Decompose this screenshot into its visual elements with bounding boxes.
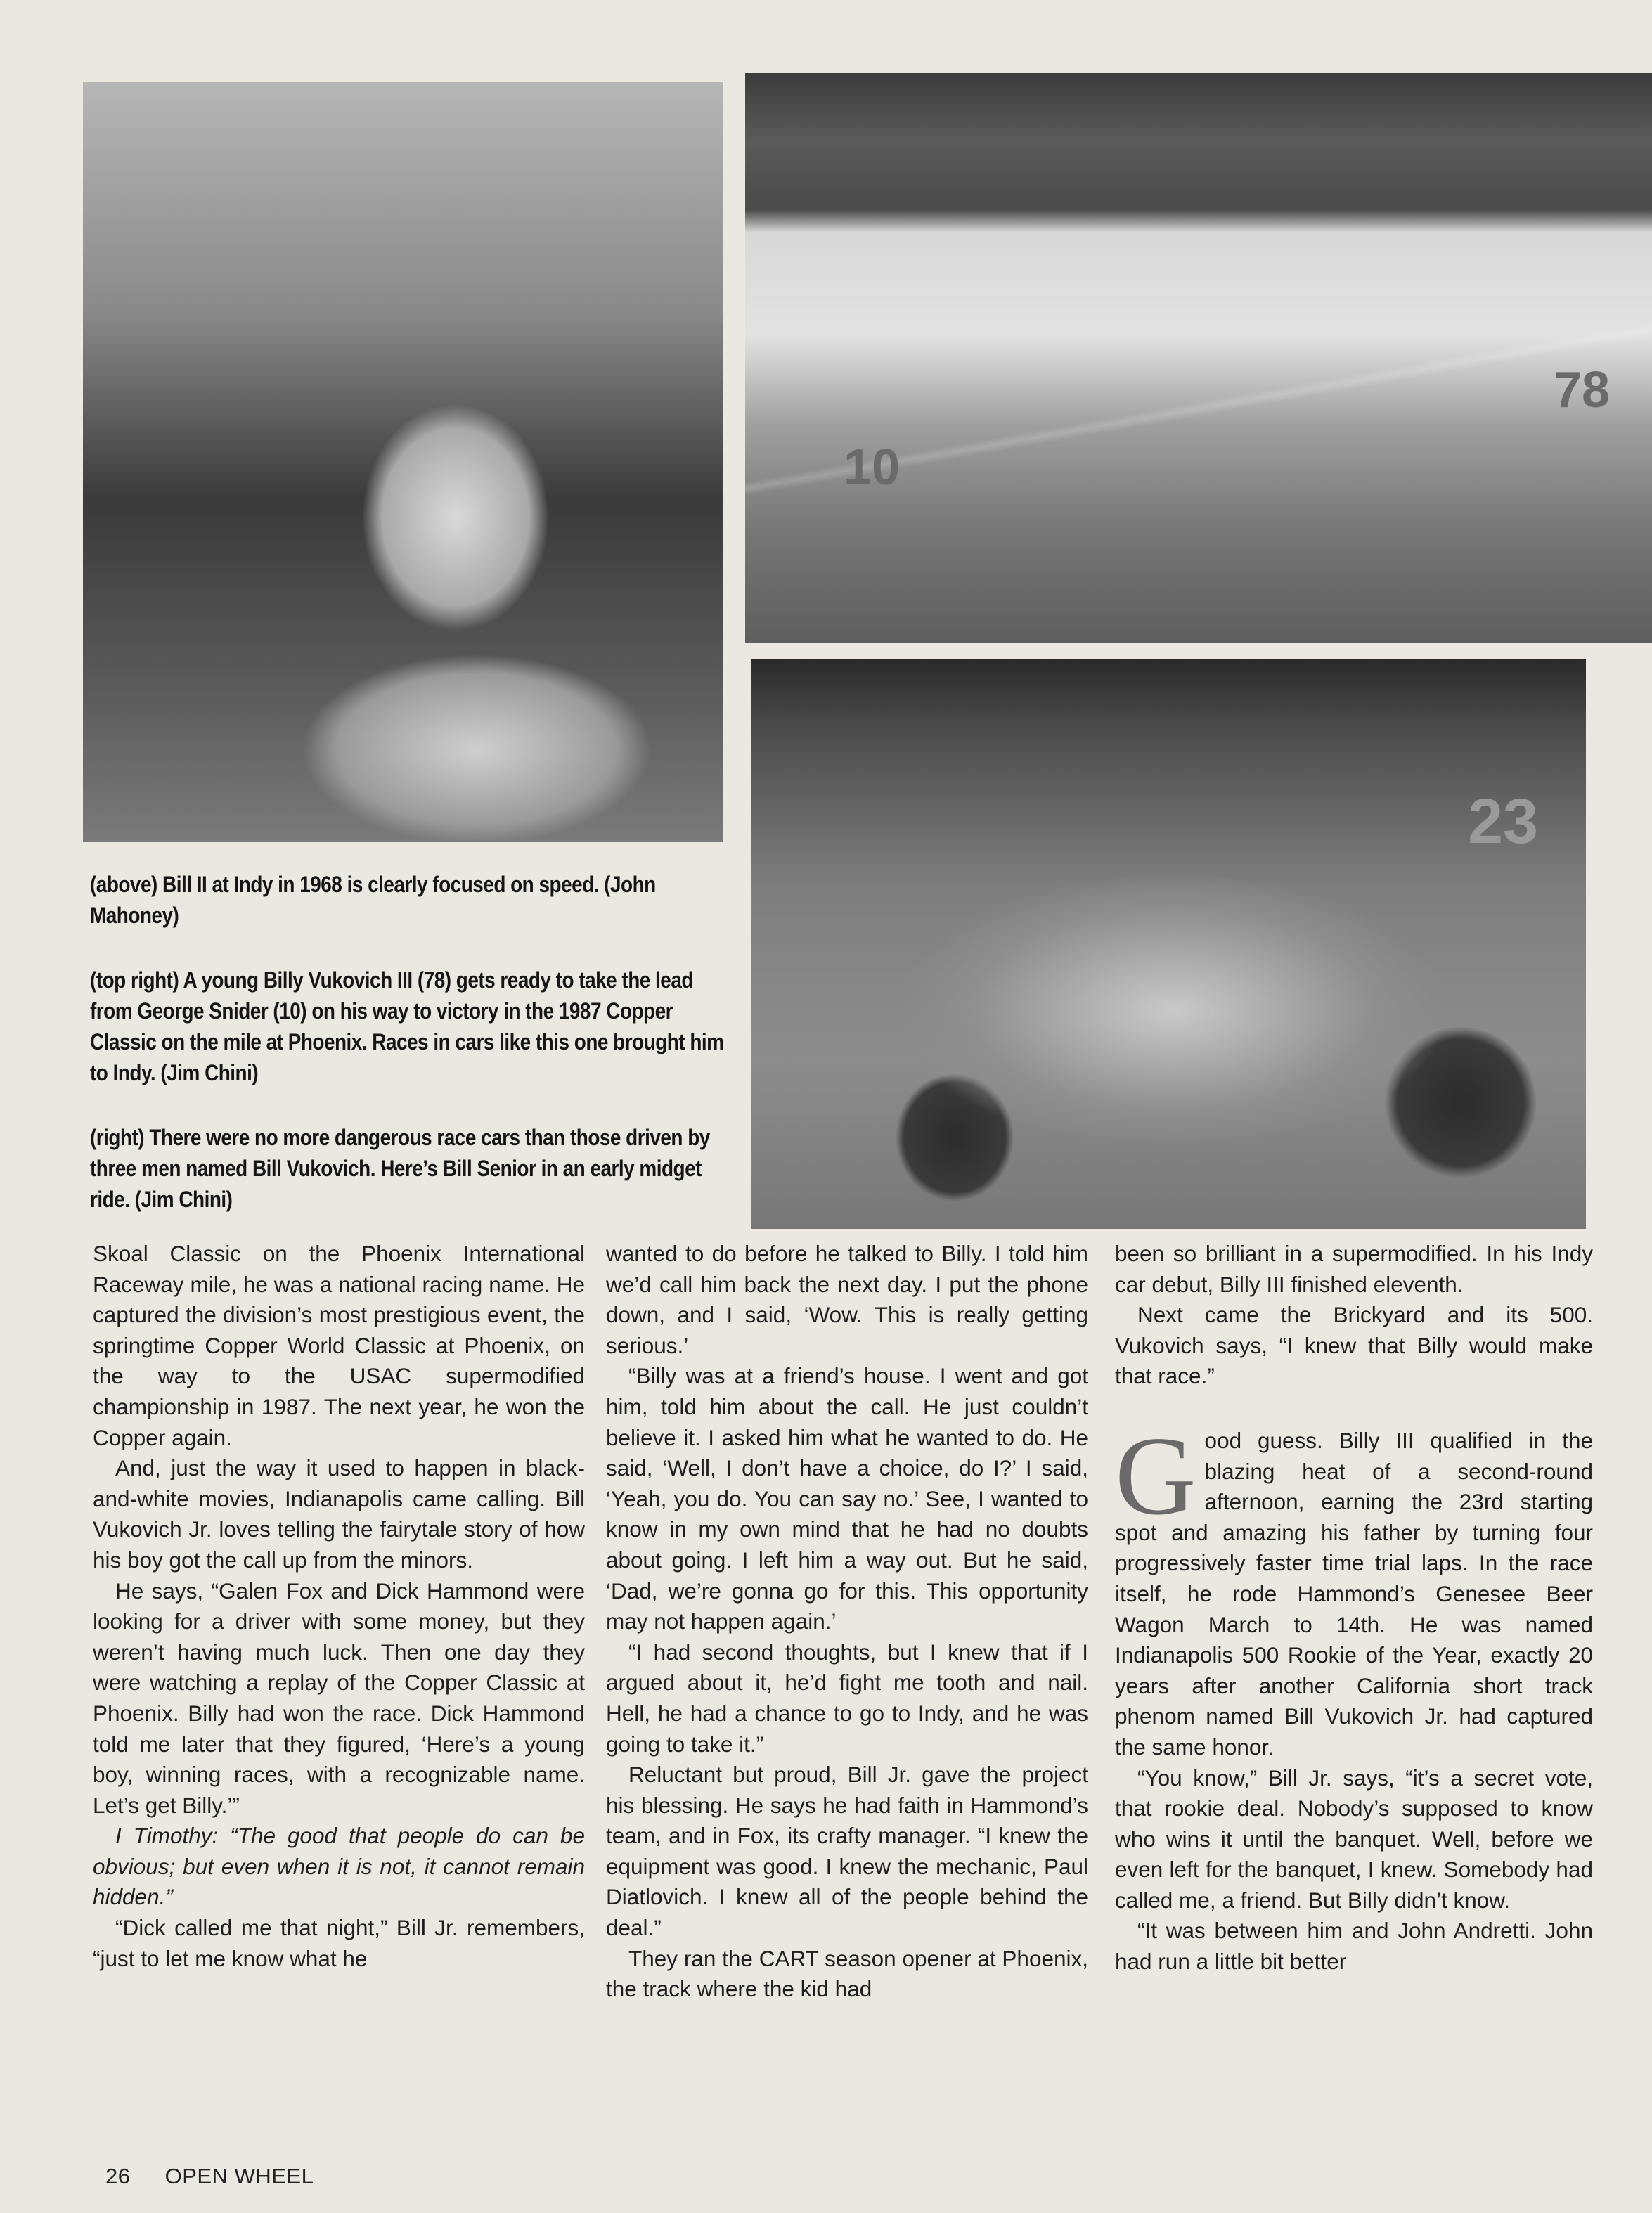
publication-name: OPEN WHEEL: [164, 2164, 314, 2188]
photo-bill-ii-indy-1968: [83, 82, 723, 842]
car-number-10: 10: [844, 439, 901, 496]
paragraph: “I had second thoughts, but I knew that if I argued about it, he’d fight me tooth and nail. Hell, he had a chance to go to Indy, and he was going to take it.”: [606, 1639, 1088, 1757]
paragraph-text: ood guess. Billy III qualified in the blazing heat of a second-round afternoon, earning the 23rd starting spot and amazing his father by turning four progressively faster time trial laps. In the race itself, he rode Hammond’s Genesee Beer Wagon March to 14th. He was named Indianapolis 500 Rookie of the Year, exactly 20 years after another California short track phenom named Bill Vukovich Jr. had captured the same honor.: [1115, 1427, 1593, 1760]
caption-right: (right) There were no more dangerous race cars than those driven by three men named Bill Vukovich. Here’s Bill Senior in an early midget ride. (Jim Chini): [90, 1125, 710, 1212]
paragraph: And, just the way it used to happen in black-and-white movies, Indianapolis came calling. Bill Vukovich Jr. loves telling the fairytale story of how his boy got the call up from the minors.: [93, 1455, 585, 1573]
paragraph-with-dropcap: [1115, 1412, 1593, 1763]
paragraph: “Billy was at a friend’s house. I went and got him, told him about the call. He just couldn’t believe it. I asked him what he wanted to do. He said, ‘Well, I don’t have a choice, do I?’ I said, ‘Yeah, you do. You can say no.’ See, I wanted to know in my own mind that he had no doubts about going. I left him a way out. But he said, ‘Dad, we’re gonna go for this. This opportunity may not happen again.’: [606, 1363, 1088, 1634]
paragraph: Next came the Brickyard and its 500. Vukovich says, “I knew that Billy would make that race.”: [1115, 1302, 1593, 1389]
photo-bill-senior-midget: [751, 659, 1586, 1229]
text-column-1: [93, 1239, 585, 1974]
caption-top-right: (top right) A young Billy Vukovich III (78) gets ready to take the lead from George Snider (10) on his way to victory in the 1987 Copper Classic on the mile at Phoenix. Races in cars like this one brought him to Indy. (Jim Chini): [90, 967, 724, 1085]
paragraph: “It was between him and John Andretti. John had run a little bit better: [1115, 1918, 1593, 1975]
car-number-78: 78: [1554, 362, 1611, 418]
paragraph: He says, “Galen Fox and Dick Hammond were looking for a driver with some money, but they weren’t having much luck. Then one day they were watching a replay of the Copper Classic at Phoenix. Billy had won the race. Dick Hammond told me later that they figured, ‘Here’s a young boy, winning races, with a recognizable name. Let’s get Billy.’”: [93, 1578, 585, 1818]
page-number: 26: [105, 2164, 131, 2188]
pull-quote: I Timothy: “The good that people do can be obvious; but even when it is not, it cannot remain hidden.”: [93, 1823, 585, 1910]
car-number-23: 23: [1468, 787, 1539, 857]
paragraph: Skoal Classic on the Phoenix International Raceway mile, he was a national racing name. He captured the division’s most prestigious event, the springtime Copper World Classic at Phoenix, on the way to the USAC supermodified championship in 1987. The next year, he won the Copper again.: [93, 1241, 585, 1450]
paragraph: “You know,” Bill Jr. says, “it’s a secret vote, that rookie deal. Nobody’s supposed to know who wins it until the banquet. Well, before we even left for the banquet, I knew. Somebody had called me, a friend. But Billy didn’t know.: [1115, 1764, 1593, 1913]
paragraph: They ran the CART season opener at Phoenix, the track where the kid had: [606, 1945, 1088, 2002]
paragraph: wanted to do before he talked to Billy. I told him we’d call him back the next day. I put the phone down, and I said, ‘Wow. This is really getting serious.’: [606, 1241, 1088, 1358]
photo-captions: [90, 869, 730, 1249]
photo-phoenix-copper-classic: [745, 73, 1652, 643]
text-column-3: [1115, 1239, 1593, 1977]
paragraph: “Dick called me that night,” Bill Jr. remembers, “just to let me know what he: [93, 1915, 585, 1971]
caption-above: (above) Bill II at Indy in 1968 is clearly focused on speed. (John Mahoney): [90, 872, 656, 928]
drop-cap: G: [1115, 1412, 1196, 1538]
paragraph: Reluctant but proud, Bill Jr. gave the project his blessing. He says he had faith in Hammond’s team, and in Fox, its crafty manager. “I knew the equipment was good. I knew the mechanic, Paul Diatlovich. I knew all of the people behind the deal.”: [606, 1762, 1088, 1941]
paragraph: been so brilliant in a supermodified. In his Indy car debut, Billy III finished eleventh.: [1115, 1241, 1593, 1297]
page-footer: [105, 2164, 314, 2189]
text-column-2: [606, 1239, 1088, 2005]
